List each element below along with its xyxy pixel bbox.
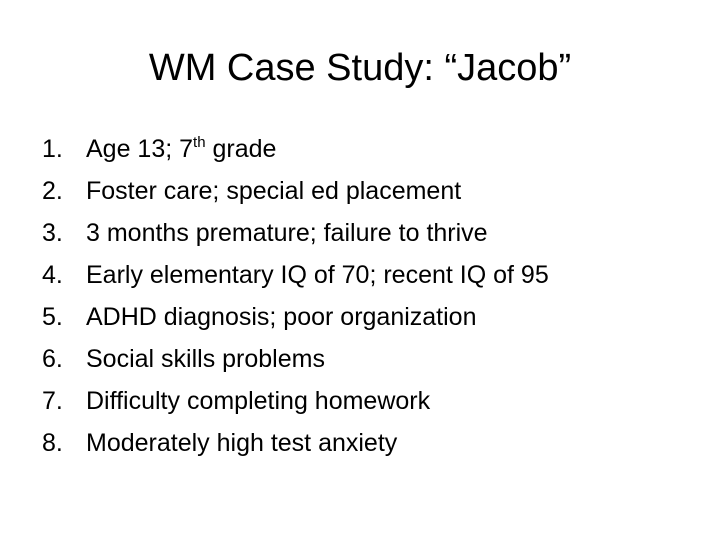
list-item — [42, 296, 692, 338]
item-text: Social skills problems — [86, 344, 325, 373]
item-text-main: Age 13; 7 — [86, 135, 194, 163]
list-item — [42, 170, 692, 212]
list-item — [42, 212, 692, 254]
numbered-list — [42, 128, 692, 464]
item-superscript: th — [193, 134, 206, 151]
item-text: 3 months premature; failure to thrive — [86, 218, 488, 247]
item-number: 6. — [42, 344, 63, 373]
list-item — [42, 128, 692, 170]
item-text — [86, 134, 276, 164]
item-number: 1. — [42, 134, 63, 163]
slide-title: WM Case Study: “Jacob” — [148, 47, 572, 89]
list-item — [42, 338, 692, 380]
item-number: 3. — [42, 218, 63, 247]
item-text: Early elementary IQ of 70; recent IQ of 95 — [86, 260, 549, 289]
item-number: 7. — [42, 386, 63, 415]
item-text: Moderately high test anxiety — [86, 428, 398, 457]
item-number: 2. — [42, 176, 63, 205]
item-text: Foster care; special ed placement — [86, 176, 462, 205]
item-text: ADHD diagnosis; poor organization — [86, 302, 477, 331]
list-item — [42, 380, 692, 422]
item-number: 8. — [42, 428, 63, 457]
item-text: Difficulty completing homework — [86, 386, 431, 415]
list-item — [42, 254, 692, 296]
item-number: 4. — [42, 260, 63, 289]
list-item — [42, 422, 692, 464]
item-text-after: grade — [205, 135, 277, 163]
item-number: 5. — [42, 302, 63, 331]
